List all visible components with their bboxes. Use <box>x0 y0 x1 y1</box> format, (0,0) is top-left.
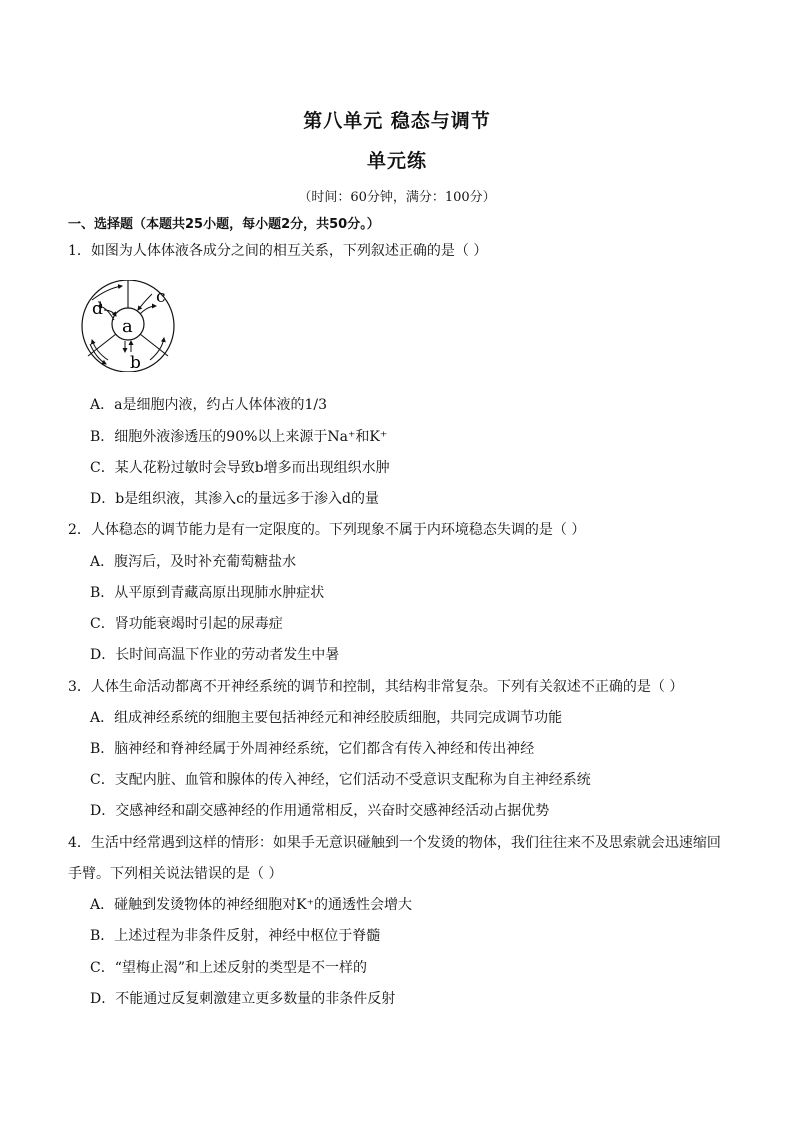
question-2-stem: 2．人体稳态的调节能力是有一定限度的。下列现象不属于内环境稳态失调的是（ ） <box>68 522 586 538</box>
divider-left <box>88 334 116 356</box>
question-1-stem: 1．如图为人体体液各成分之间的相互关系，下列叙述正确的是（ ） <box>68 243 488 259</box>
question-3-option-c[interactable]: C．支配内脏、血管和腺体的传入神经，它们活动不受意识支配称为自主神经系统 <box>90 772 591 788</box>
question-2-option-d[interactable]: D．长时间高温下作业的劳动者发生中暑 <box>90 647 340 663</box>
question-2-option-a[interactable]: A．腹泻后，及时补充葡萄糖盐水 <box>90 554 297 570</box>
divider-right <box>140 334 168 356</box>
question-4-option-c[interactable]: C．“望梅止渴”和上述反射的类型是不一样的 <box>90 960 368 976</box>
label-b: b <box>130 353 141 372</box>
question-1-option-d[interactable]: D．b是组织液，其渗入c的量远多于渗入d的量 <box>90 491 379 507</box>
question-3-option-d[interactable]: D．交感神经和副交感神经的作用通常相反，兴奋时交感神经活动占据优势 <box>90 803 550 819</box>
question-4-option-b[interactable]: B．上述过程为非条件反射，神经中枢位于脊髓 <box>90 928 381 944</box>
body-fluid-diagram <box>78 280 188 372</box>
question-1-option-c[interactable]: C．某人花粉过敏时会导致b增多而出现组织水肿 <box>90 460 390 476</box>
question-3-option-b[interactable]: B．脑神经和脊神经属于外周神经系统，它们都含有传入神经和传出神经 <box>90 741 535 757</box>
label-d: d <box>92 299 103 319</box>
document-subtitle: 单元练 <box>366 150 427 172</box>
label-c: c <box>156 287 166 307</box>
question-2-option-b[interactable]: B．从平原到青藏高原出现肺水肿症状 <box>90 585 325 601</box>
question-1-option-a[interactable]: A．a是细胞内液，约占人体体液的1/3 <box>90 397 327 413</box>
question-3-stem: 3．人体生命活动都离不开神经系统的调节和控制，其结构非常复杂。下列有关叙述不正确的是（ ） <box>68 679 684 695</box>
arrow-a-to-c <box>140 306 156 314</box>
document-title: 第八单元 稳态与调节 <box>303 110 491 132</box>
question-2-option-c[interactable]: C．肾功能衰竭时引起的尿毒症 <box>90 616 283 632</box>
section-heading: 一、选择题（本题共25小题，每小题2分，共50分。） <box>68 217 380 232</box>
question-4-option-a[interactable]: A．碰触到发烫物体的神经细胞对K⁺的通透性会增大 <box>90 897 412 913</box>
question-3-option-a[interactable]: A．组成神经系统的细胞主要包括神经元和神经胶质细胞，共同完成调节功能 <box>90 710 563 726</box>
label-a: a <box>122 316 133 337</box>
question-1-option-b[interactable]: B．细胞外液渗透压的90%以上来源于Na⁺和K⁺ <box>90 429 388 445</box>
question-4-stem-line-2: 手臂。下列相关说法错误的是（ ） <box>68 866 283 882</box>
question-4-stem-line-1: 4．生活中经常遇到这样的情形：如果手无意识碰触到一个发烫的物体，我们往往来不及思索就会迅速缩回 <box>68 835 721 851</box>
question-4-option-d[interactable]: D．不能通过反复刺激建立更多数量的非条件反射 <box>90 991 396 1007</box>
exam-meta: （时间：60分钟，满分：100分） <box>298 190 496 205</box>
